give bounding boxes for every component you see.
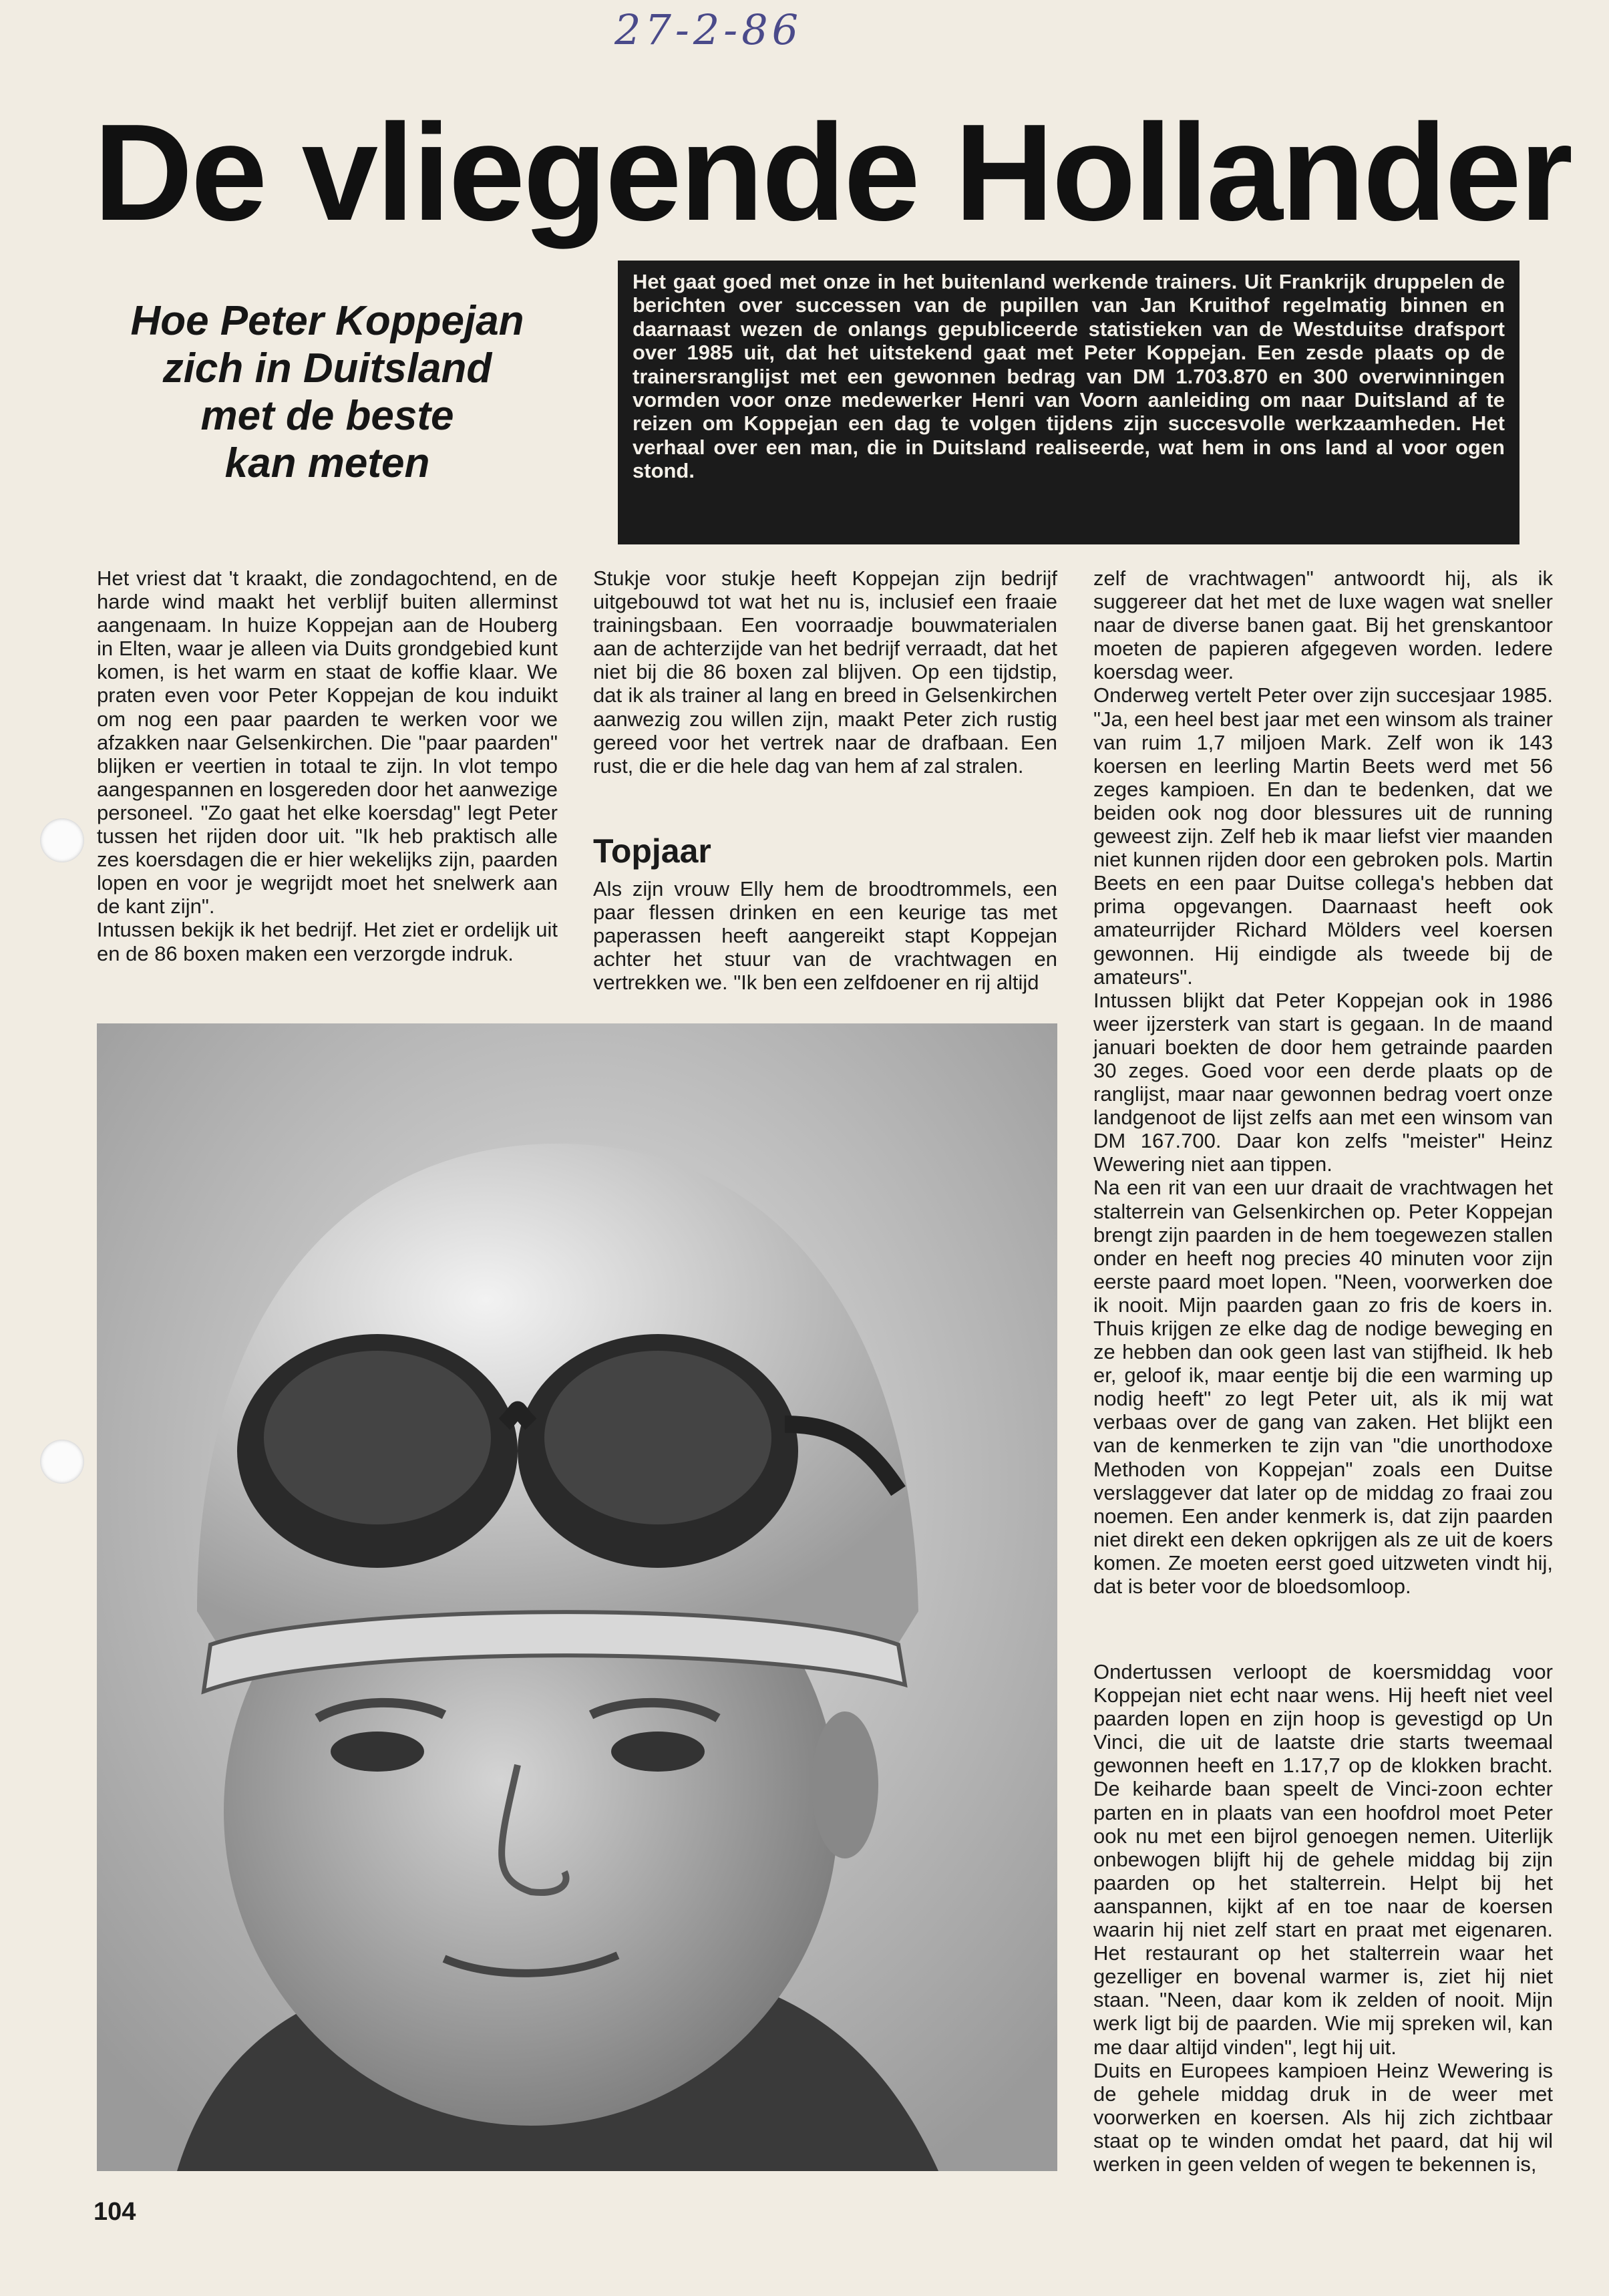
punch-hole <box>40 1440 84 1484</box>
headline: De vliegende Hollander <box>94 96 1572 249</box>
paragraph: Onderweg vertelt Peter over zijn succesjaar 1985. "Ja, een heel best jaar met een winsom als trainer van ruim 1,7 miljoen Mark. Zelf won ik 143 koersen en leerling Martin Beets werd met 56 zeges kampioen. En dan te bedenken, dat we beiden ook nog door blessures uit de running geweest zijn. Zelf heb ik maar liefst vier maanden niet kunnen rijden door een gebroken pols. Martin Beets en een paar Duitse collega's hebben dat prima opgevangen. Daarnaast heeft ook amateurrijder Richard Mölders veel koersen gewonnen. Hij eindigde als tweede bij de amateurs". <box>1093 683 1553 989</box>
article-column-3 <box>1093 566 1553 1598</box>
handwritten-date: 27-2-86 <box>614 5 803 54</box>
subheadline-line: Hoe Peter Koppejan <box>130 298 524 344</box>
paragraph: Stukje voor stukje heeft Koppejan zijn bedrijf uitgebouwd tot wat het nu is, inclusief een fraaie trainingsbaan. Een voorraadje bouwmaterialen aan de achterzijde van het bedrijf verraadt, dat het niet bij die 86 boxen zal blijven. Op een tijdstip, dat ik als trainer al lang en breed in Gelsenkirchen aanwezig zou willen zijn, maakt Peter zich rustig gereed voor het vertrek naar de drafbaan. Een rust, die er die hele dag van hem af zal stralen. <box>593 566 1057 778</box>
portrait-illustration <box>97 1023 1057 2171</box>
article-column-2-continued <box>593 877 1057 994</box>
portrait-photo <box>97 1023 1057 2171</box>
punch-hole <box>40 818 84 862</box>
paragraph: Intussen bekijk ik het bedrijf. Het ziet er ordelijk uit en de 86 boxen maken een verzorgde indruk. <box>97 918 558 965</box>
paragraph: Als zijn vrouw Elly hem de broodtrommels, een paar flessen drinken en een keurige tas met paperassen heeft aangereikt stapt Koppejan achter het stuur van de vrachtwagen en vertrekken we. "Ik ben een zelfdoener en rij altijd <box>593 877 1057 995</box>
paragraph: Na een rit van een uur draait de vrachtwagen het stalterrein van Gelsenkirchen op. Peter Koppejan brengt zijn paarden in de hem toegewezen stallen onder en heeft nog precies 40 minuten voor zijn eerste paard moet lopen. "Neen, voorwerken doe ik nooit. Mijn paarden gaan zo fris de koers in. Thuis krijgen ze elke dag de nodige beweging en ze hebben dan ook geen last van stijfheid. Ik heb er, geloof ik, maar eentje bij die een warming up nodig heeft" zo legt Peter uit, als ik mij wat verbaas over de gang van zaken. Het blijkt een van de kenmerken te zijn van "die unorthodoxe Methoden von Koppejan" zoals een Duitse verslaggever dat later op de middag zo fraai zou noemen. Een ander kenmerk is, dat zijn paarden niet direkt een deken opkrijgen als ze uit de koers komen. Ze moeten eerst goed uitzweten vindt hij, dat is beter voor de bloedsomloop. <box>1093 1176 1553 1599</box>
paragraph: zelf de vrachtwagen" antwoordt hij, als ik suggereer dat het met de luxe wagen wat sneller naar de diverse banen gaat. Bij het grenskantoor moeten de papieren afgegeven worden. Iedere koersdag weer. <box>1093 566 1553 684</box>
article-column-1 <box>97 566 558 965</box>
article-column-2 <box>593 566 1057 778</box>
paragraph: Het vriest dat 't kraakt, die zondagochtend, en de harde wind maakt het verblijf buiten allerminst aangenaam. In huize Koppejan aan de Houberg in Elten, waar je alleen via Duits grondgebied kunt komen, is het warm en staat de koffie klaar. We praten even voor Peter Koppejan de kou induikt om nog een paar paarden te werken voor we afzakken naar Gelsenkirchen. Die "paar paarden" blijken er veertien in totaal te zijn. In vlot tempo aangespannen en losgereden door het aanwezige personeel. "Zo gaat het elke koersdag" legt Peter tussen het rijden door uit. "Ik heb praktisch alle zes koersdagen die er hier wekelijks zijn, paarden lopen en voor je wegrijdt moet het snelwerk aan de kant zijn". <box>97 566 558 919</box>
subheadline <box>100 297 554 487</box>
page-number: 104 <box>94 2198 136 2226</box>
intro-box: Het gaat goed met onze in het buitenland werkende trainers. Uit Frankrijk druppelen de berichten over successen van de pupillen van Jan Kruithof regelmatig binnen en daarnaast wezen de onlangs gepubliceerde statistieken van de Westduitse drafsport over 1985 uit, dat het uitstekend gaat met Peter Koppejan. Een zesde plaats op de trainersranglijst met een gewonnen bedrag van DM 1.703.870 en 300 overwinningen vormden voor onze medewerker Henri van Voorn aanleiding om naar Duitsland af te reizen om Koppejan een dag te volgen tijdens zijn succesvolle werkzaamheden. Het verhaal over een man, die in Duitsland realiseerde, wat hem in ons land al voor ogen stond. <box>618 261 1519 544</box>
paragraph: Ondertussen verloopt de koersmiddag voor Koppejan niet echt naar wens. Hij heeft niet veel paarden lopen en zijn hoop is gevestigd op Un Vinci, die uit de laatste drie starts tweemaal gewonnen heeft en 1.17,7 op de klokken bracht. De keiharde baan speelt de Vinci-zoon echter parten en in plaats van een hoofdrol moet Peter ook nu met een bijrol genoegen nemen. Uiterlijk onbewogen blijft hij de gehele middag bij zijn paarden op het stalterrein. Helpt bij het aanspannen, kijkt af en toe naar de koersen waarin hij niet zelf start en praat met eigenaren. Het restaurant op het stalterrein waar het gezelliger en bovenal warmer is, ziet hij niet staan. "Neen, daar kom ik zelden of nooit. Mijn werk ligt bij de paarden. Wie mij spreken wil, kan me daar altijd vinden", legt hij uit. <box>1093 1660 1553 2059</box>
subheadline-line: met de beste <box>200 393 454 439</box>
paragraph: Intussen blijkt dat Peter Koppejan ook in 1986 weer ijzersterk van start is gegaan. In de maand januari boekten de door hem getrainde paarden 30 zeges. Goed voor een derde plaats op de ranglijst, maar naar gewonnen bedrag voert onze landgenoot de lijst zelfs aan met een winsom van DM 167.700. Daar kon zelfs "meister" Heinz Wewering niet aan tippen. <box>1093 988 1553 1176</box>
subheadline-line: zich in Duitsland <box>162 345 492 391</box>
paragraph: Duits en Europees kampioen Heinz Wewering is de gehele middag druk in de weer met voorwerken en koersen. Als hij zich zichtbaar staat op te winden omdat het paard, dat hij wil werken in geen velden of wegen te bekennen is, <box>1093 2058 1553 2176</box>
section-heading: Topjaar <box>593 832 711 870</box>
subheadline-line: kan meten <box>224 440 430 486</box>
article-column-3-continued <box>1093 1660 1553 2176</box>
